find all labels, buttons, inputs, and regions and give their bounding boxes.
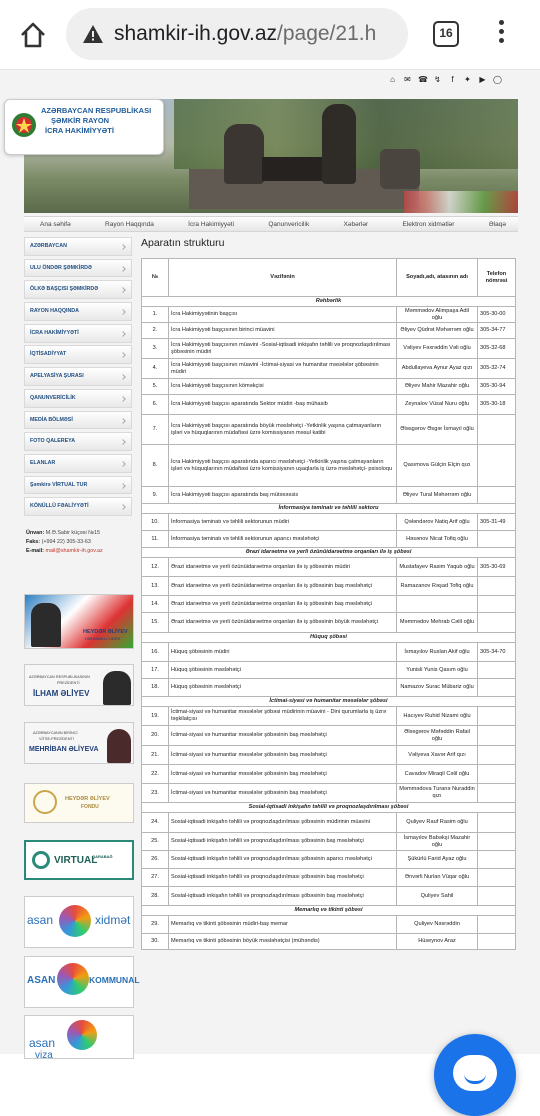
- cell-name: Məmmədov Alimpaşa Adil oğlu: [397, 307, 478, 323]
- cell-phone: 305-31-49: [478, 514, 516, 531]
- table-row: [142, 577, 516, 596]
- sidebar-item-legislation[interactable]: QANUNVERİCİLİK: [24, 389, 132, 408]
- cell-name: Namazov Surac Mübariz oğlu: [397, 679, 478, 697]
- section-title: Sosial-iqtisadi inkişafın təhlili və proqnozlaşdırılması şöbəsi: [142, 803, 516, 813]
- promo-6-xidmet: xidmət: [95, 913, 131, 927]
- section-title: Hüquq şöbəsi: [142, 633, 516, 643]
- cell-phone: [478, 916, 516, 934]
- section-row: [142, 504, 516, 514]
- cell-phone: 305-30-00: [478, 307, 516, 323]
- promo-2-line-1: AZƏRBAYCAN RESPUBLİKASININ: [29, 675, 90, 679]
- cell-number: 25.: [142, 833, 169, 851]
- email-link[interactable]: mail@shamkir-ih.gov.az: [45, 548, 103, 554]
- facebook-icon[interactable]: f: [451, 75, 454, 84]
- nav-executive[interactable]: İcra Hakimiyyəti: [188, 221, 235, 228]
- promo-heydar-aliyev[interactable]: [24, 594, 134, 649]
- address-label: Ünvan:: [26, 530, 45, 536]
- cell-position: İctimai-siyasi və humanitar məsələlər şöbəsinin baş məsləhətçi: [169, 726, 397, 746]
- youtube-icon[interactable]: ▶: [479, 75, 486, 84]
- logo-line-1: AZƏRBAYCAN RESPUBLİKASI: [41, 106, 152, 115]
- cell-number: 5.: [142, 379, 169, 395]
- cell-name: Mustafayev Rasim Yaqub oğlu: [397, 558, 478, 577]
- cell-name: Hacıyev Ruhid Nizami oğlu: [397, 707, 478, 726]
- cell-name: Ənvərli Nurlan Vüqar oğlu: [397, 869, 478, 887]
- cell-name: Abdullayeva Aynur Ayaz qızı: [397, 359, 478, 379]
- cell-phone: [478, 726, 516, 746]
- promo-2-line-2: PREZİDENTİ: [57, 681, 80, 685]
- cell-name: Məmmədova Turanə Nuraddin qızı: [397, 784, 478, 803]
- twitter-icon[interactable]: ✦: [464, 75, 471, 84]
- cell-name: Hüseynov Araz: [397, 934, 478, 950]
- url-text[interactable]: [114, 22, 376, 46]
- promo-2-name: İLHAM ƏLİYEV: [33, 689, 90, 698]
- cell-position: İcra Hakimiyyəti başçısı aparatında aparıcı məsləhətçi -Yetkinlik yaşına çatmayanların işləri və hüquqlarının müdafiəsi üzrə komissiyanın uşaqlarla iş üzrə məsləhətçi- psixoloqu: [169, 445, 397, 487]
- cell-number: 4.: [142, 359, 169, 379]
- cell-position: Memarlıq və tikinti şöbəsinin böyük məsləhətçisi (mühəndis): [169, 934, 397, 950]
- table-row: [142, 784, 516, 803]
- cell-number: 17.: [142, 662, 169, 679]
- section-row: [142, 906, 516, 916]
- url-path: /page/21.h: [277, 22, 377, 45]
- cell-number: 16.: [142, 643, 169, 662]
- table-row: [142, 679, 516, 697]
- table-row: [142, 379, 516, 395]
- emblem-icon: [11, 112, 37, 138]
- sidebar-item-appeal-council[interactable]: APELYASİYA ŞURASI: [24, 367, 132, 386]
- cell-position: Sosial-iqtisadi inkişafın təhlili və proqnozlaşdırılması şöbəsinin müdirinin müavini: [169, 813, 397, 833]
- cell-name: Ələsgərov Məfəddin Rafail oğlu: [397, 726, 478, 746]
- table-row: [142, 339, 516, 359]
- promo-5-subtitle: QARABAĞ: [92, 854, 113, 859]
- table-row: [142, 514, 516, 531]
- cell-name: Vəliyev Fəxrəddin Vəli oğlu: [397, 339, 478, 359]
- promo-3-name: MEHRİBAN ƏLİYEVA: [29, 746, 99, 753]
- table-row: [142, 869, 516, 887]
- logo-line-3: İCRA HAKİMİYYƏTİ: [45, 126, 114, 135]
- sidebar-item-executive[interactable]: İCRA HAKİMİYYƏTİ: [24, 324, 132, 343]
- cell-name: Ələsgərov Əsgər İsmayıl oğlu: [397, 415, 478, 445]
- cell-name: Qasımova Gülçin Elçin qızı: [397, 445, 478, 487]
- section-row: [142, 297, 516, 307]
- cell-phone: 305-30-18: [478, 395, 516, 415]
- section-row: [142, 633, 516, 643]
- table-row: [142, 531, 516, 548]
- map-pin-icon[interactable]: ↯: [434, 75, 441, 84]
- warning-icon[interactable]: [82, 23, 104, 45]
- table-row: [142, 613, 516, 633]
- table-row: [142, 765, 516, 784]
- phone-icon[interactable]: ☎: [418, 75, 428, 84]
- cell-name: Əliyev Mahir Mazahir oğlu: [397, 379, 478, 395]
- cell-phone: [478, 851, 516, 869]
- section-title: Rəhbərlik: [142, 297, 516, 307]
- sidebar-item-about-region[interactable]: RAYON HAQQINDA: [24, 302, 132, 321]
- cell-position: İcra Hakimiyyəti başçısının müavini -İctimai-siyasi və humanitar məsələlər şöbəsinin müdiri: [169, 359, 397, 379]
- cell-number: 2.: [142, 323, 169, 339]
- section-title: Ərazi idarəetmə və yerli özünüidarəetmə orqanları ilə iş şöbəsi: [142, 548, 516, 558]
- cell-phone: [478, 613, 516, 633]
- promo-virtual-karabakh[interactable]: [24, 840, 134, 880]
- fax-value: (+994 22) 305-33-63: [41, 539, 91, 545]
- promo-6-asan: asan: [27, 913, 54, 927]
- table-row: [142, 323, 516, 339]
- top-icon-bar: [388, 75, 502, 89]
- section-row: [142, 697, 516, 707]
- cell-position: Hüquq şöbəsinin məsləhətçi: [169, 662, 397, 679]
- cell-name: [397, 596, 478, 613]
- nav-contact[interactable]: Əlaqə: [488, 221, 506, 228]
- cell-phone: [478, 784, 516, 803]
- nav-legislation[interactable]: Qanunvericilik: [268, 221, 310, 228]
- col-header-position: Vəzifənin: [169, 259, 397, 297]
- sidebar-item-announcements[interactable]: ELANLAR: [24, 454, 132, 473]
- cell-number: 24.: [142, 813, 169, 833]
- url-host: shamkir-ih.gov.az: [114, 22, 277, 45]
- cell-number: 27.: [142, 869, 169, 887]
- home-small-icon[interactable]: ⌂: [390, 75, 395, 84]
- sidebar-item-virtual-tour[interactable]: Şəmkirə VİRTUAL TUR: [24, 476, 132, 495]
- cell-name: Məmmədov Mehrab Cəlil oğlu: [397, 613, 478, 633]
- cell-phone: [478, 487, 516, 504]
- promo-7-asan: ASAN: [27, 975, 56, 986]
- cell-phone: 305-32-68: [478, 339, 516, 359]
- promo-7-kommunal: KOMMUNAL: [89, 975, 140, 985]
- promo-8-asan: asan: [29, 1036, 56, 1050]
- promo-8-viza: viza: [35, 1050, 53, 1061]
- cell-number: 13.: [142, 577, 169, 596]
- cell-name: Ramazanov Rəşad Tofiq oğlu: [397, 577, 478, 596]
- promo-asan-viza[interactable]: [24, 1015, 134, 1059]
- table-row: [142, 596, 516, 613]
- cell-phone: [478, 531, 516, 548]
- cell-name: Vəliyeva Xavər Arif qızı: [397, 746, 478, 765]
- cell-name: Quliyev Nəsrəddin: [397, 916, 478, 934]
- staff-table: [141, 258, 516, 950]
- cell-position: İcra Hakimiyyəti başçısı aparatında böyük məsləhətçi -Yetkinlik yaşına çatmayanların işləri və hüquqlarının müdafiəsi üzrə komissiyanın məsul katibi: [169, 415, 397, 445]
- cell-phone: [478, 577, 516, 596]
- main-nav: [24, 216, 518, 232]
- table-row: [142, 916, 516, 934]
- table-row: [142, 662, 516, 679]
- fax-label: Faks:: [26, 539, 41, 545]
- cell-phone: [478, 445, 516, 487]
- site-logo[interactable]: [4, 99, 164, 155]
- cell-number: 3.: [142, 339, 169, 359]
- chat-bubble-icon: [453, 1055, 497, 1091]
- cell-number: 19.: [142, 707, 169, 726]
- col-header-number: №: [142, 259, 169, 297]
- cell-number: 15.: [142, 613, 169, 633]
- cell-phone: 305-34-70: [478, 643, 516, 662]
- cell-position: Sosial-iqtisadi inkişafın təhlili və proqnozlaşdırılması şöbəsinin baş məsləhətçi: [169, 833, 397, 851]
- section-row: [142, 548, 516, 558]
- cell-position: Sosial-iqtisadi inkişafın təhlili və proqnozlaşdırılması şöbəsinin aparıcı məsləhətçi: [169, 851, 397, 869]
- logo-line-2: ŞƏMKİR RAYON: [51, 116, 110, 125]
- mail-icon[interactable]: ✉: [404, 75, 411, 84]
- cell-name: Yunisli Yunis Qasım oğlu: [397, 662, 478, 679]
- cell-position: Ərazi idarəetmə və yerli özünüidarəetmə orqanları ilə iş şöbəsinin baş məsləhətçi: [169, 596, 397, 613]
- cell-number: 14.: [142, 596, 169, 613]
- table-row: [142, 445, 516, 487]
- promo-asan-kommunal[interactable]: [24, 956, 140, 1008]
- cell-position: İcra Hakimiyyəti başçısı aparatında Sektor müdiri -baş mühasib: [169, 395, 397, 415]
- page-title: Aparatın strukturu: [141, 237, 225, 249]
- promo-3-line-2: VİTSE-PREZİDENTİ: [39, 737, 74, 741]
- cell-number: 22.: [142, 765, 169, 784]
- sidebar-item-head-of-state[interactable]: ÖLKƏ BAŞÇISI ŞƏMKİRDƏ: [24, 280, 132, 299]
- table-row: [142, 887, 516, 906]
- promo-5-title: VIRTUAL: [54, 855, 98, 866]
- cell-phone: [478, 596, 516, 613]
- cell-position: İcra Hakimiyyəti başçısının müavini -Sosial-iqtisadi inkişafın təhlili və proqnozlaşdırılması şöbəsinin müdiri: [169, 339, 397, 359]
- email-label: E-mail:: [26, 548, 44, 554]
- cell-phone: [478, 833, 516, 851]
- cell-phone: [478, 707, 516, 726]
- cell-name: Quliyev Rauf Rasim oğlu: [397, 813, 478, 833]
- table-row: [142, 746, 516, 765]
- cell-position: Hüquq şöbəsinin müdiri: [169, 643, 397, 662]
- table-row: [142, 813, 516, 833]
- nav-news[interactable]: Xəbərlər: [343, 221, 369, 228]
- cell-position: İcra Hakimiyyəti başçısının köməkçisi: [169, 379, 397, 395]
- cell-phone: [478, 765, 516, 784]
- cell-position: Ərazi idarəetmə və yerli özünüidarəetmə orqanları ilə iş şöbəsinin müdiri: [169, 558, 397, 577]
- contact-info: [26, 529, 136, 556]
- cell-number: 10.: [142, 514, 169, 531]
- cell-position: Memarlıq və tikinti şöbəsinin müdiri-baş memar: [169, 916, 397, 934]
- cell-number: 7.: [142, 415, 169, 445]
- cell-name: Əliyev Qüdrət Məhərrəm oğlu: [397, 323, 478, 339]
- browser-menu-icon[interactable]: [496, 20, 506, 50]
- cell-phone: 305-32-74: [478, 359, 516, 379]
- cell-name: İsmayılov Babəkşi Mazahir oğlu: [397, 833, 478, 851]
- browser-toolbar: [0, 0, 540, 70]
- web-page: [0, 71, 540, 1061]
- promo-4-subtitle: FONDU: [81, 804, 99, 810]
- sidebar-item-media[interactable]: MEDİA BÖLMƏSİ: [24, 411, 132, 430]
- promo-3-line-1: AZƏRBAYCANIN BİRİNCİ: [33, 731, 78, 735]
- section-title: Memarlıq və tikinti şöbəsi: [142, 906, 516, 916]
- section-row: [142, 803, 516, 813]
- nav-e-services[interactable]: Elektron xidmətlər: [402, 221, 455, 228]
- cell-position: İnformasiya təminatı və təhlili sektorunun müdiri: [169, 514, 397, 531]
- table-row: [142, 643, 516, 662]
- promo-4-title: HEYDƏR ƏLİYEV: [65, 796, 110, 802]
- table-row: [142, 359, 516, 379]
- cell-position: Hüquq şöbəsinin məsləhətçi: [169, 679, 397, 697]
- cell-name: Həsənov Nicat Tofiq oğlu: [397, 531, 478, 548]
- nav-about-region[interactable]: Rayon Haqqında: [105, 221, 154, 228]
- chat-widget-button[interactable]: [434, 1034, 516, 1116]
- sidebar-item-volunteer[interactable]: KÖNÜLLÜ FƏALİYYƏTİ: [24, 497, 132, 516]
- sidebar-item-azerbaijan[interactable]: AZƏRBAYCAN: [24, 237, 132, 256]
- table-row: [142, 851, 516, 869]
- cell-position: İnformasiya təminatı və təhlili sektorunun aparıcı məsləhətçi: [169, 531, 397, 548]
- sidebar-menu: [24, 237, 132, 519]
- cell-phone: [478, 746, 516, 765]
- table-row: [142, 558, 516, 577]
- cell-phone: [478, 934, 516, 950]
- promo-asan-xidmet[interactable]: [24, 896, 134, 948]
- cell-number: 23.: [142, 784, 169, 803]
- cell-name: Zeynalov Vüsal Nuru oğlu: [397, 395, 478, 415]
- col-header-name: Soyadı,adı, atasının adı: [397, 259, 478, 297]
- table-header-row: [142, 259, 516, 297]
- table-row: [142, 487, 516, 504]
- cell-position: İctimai-siyasi və humanitar məsələlər şöbəsi müdirinin müavini - Dini qurumlarla iş üzrə təşkilatçısı: [169, 707, 397, 726]
- cell-phone: [478, 887, 516, 906]
- cell-number: 8.: [142, 445, 169, 487]
- address-value: M.Ə.Sabir küçəsi №15: [45, 530, 100, 536]
- cell-position: İctimai-siyasi və humanitar məsələlər şöbəsinin baş məsləhətçi: [169, 765, 397, 784]
- promo-mehriban-aliyeva[interactable]: [24, 722, 134, 764]
- nav-home[interactable]: Ana səhifə: [40, 221, 71, 228]
- cell-number: 26.: [142, 851, 169, 869]
- cell-position: İcra Hakimiyyəti başçısı aparatında baş mütəxəssis: [169, 487, 397, 504]
- table-row: [142, 707, 516, 726]
- cell-number: 30.: [142, 934, 169, 950]
- cell-number: 11.: [142, 531, 169, 548]
- cell-phone: [478, 813, 516, 833]
- cell-name: Şükürlü Farid Ayaz oğlu: [397, 851, 478, 869]
- cell-name: Quliyev Sahil: [397, 887, 478, 906]
- cell-name: Cavadov Miraqil Cəlil oğlu: [397, 765, 478, 784]
- cell-number: 9.: [142, 487, 169, 504]
- section-title: İnformasiya təminatı və təhlili sektoru: [142, 504, 516, 514]
- cell-position: Sosial-iqtisadi inkişafın təhlili və proqnozlaşdırılması şöbəsinin baş məsləhətçi: [169, 887, 397, 906]
- table-row: [142, 307, 516, 323]
- cell-number: 1.: [142, 307, 169, 323]
- cell-position: Ərazi idarəetmə və yerli özünüidarəetmə orqanları ilə iş şöbəsinin baş məsləhətçi: [169, 577, 397, 596]
- cell-position: İcra Hakimiyyəti başçısının birinci müavini: [169, 323, 397, 339]
- cell-phone: [478, 679, 516, 697]
- cell-position: İcra Hakimiyyətinin başçısı: [169, 307, 397, 323]
- cell-number: 12.: [142, 558, 169, 577]
- cell-number: 21.: [142, 746, 169, 765]
- cell-phone: 305-30-69: [478, 558, 516, 577]
- section-title: İctimai-siyasi və humanitar məsələlər şöbəsi: [142, 697, 516, 707]
- promo-ilham-aliyev[interactable]: [24, 664, 134, 706]
- cell-position: Sosial-iqtisadi inkişafın təhlili və proqnozlaşdırılması şöbəsinin baş məsləhətçi: [169, 869, 397, 887]
- tab-switcher-button[interactable]: 16: [433, 21, 459, 47]
- cell-position: İctimai-siyasi və humanitar məsələlər şöbəsinin baş məsləhətçi: [169, 746, 397, 765]
- cell-phone: [478, 415, 516, 445]
- table-body: [142, 297, 516, 950]
- cell-number: 29.: [142, 916, 169, 934]
- instagram-icon[interactable]: ◯: [493, 75, 502, 84]
- promo-1-subtitle: ÜMUMMİLLİ LİDER: [85, 636, 121, 641]
- cell-number: 18.: [142, 679, 169, 697]
- sidebar-item-photo-gallery[interactable]: FOTO QALEREYA: [24, 432, 132, 451]
- sidebar-item-economy[interactable]: İQTİSADİYYAT: [24, 345, 132, 364]
- cell-position: İctimai-siyasi və humanitar məsələlər şöbəsinin baş məsləhətçi: [169, 784, 397, 803]
- cell-phone: [478, 662, 516, 679]
- cell-name: Qələndərov Natiq Arif oğlu: [397, 514, 478, 531]
- promo-heydar-aliyev-foundation[interactable]: [24, 783, 134, 823]
- table-row: [142, 415, 516, 445]
- cell-number: 28.: [142, 887, 169, 906]
- cell-position: Ərazi idarəetmə və yerli özünüidarəetmə orqanları ilə iş şöbəsinin böyük məsləhətçi: [169, 613, 397, 633]
- table-row: [142, 395, 516, 415]
- cell-number: 6.: [142, 395, 169, 415]
- col-header-phone: Telefon nömrəsi: [478, 259, 516, 297]
- cell-name: İsmayılov Ruslan Akif oğlu: [397, 643, 478, 662]
- cell-phone: 305-30-94: [478, 379, 516, 395]
- home-icon[interactable]: [18, 20, 48, 50]
- sidebar-item-national-leader[interactable]: ULU ÖNDƏR ŞƏMKİRDƏ: [24, 259, 132, 278]
- promo-1-title: HEYDƏR ƏLİYEV: [83, 629, 128, 635]
- table-row: [142, 934, 516, 950]
- cell-phone: 305-34-77: [478, 323, 516, 339]
- cell-number: 20.: [142, 726, 169, 746]
- table-row: [142, 833, 516, 851]
- cell-phone: [478, 869, 516, 887]
- cell-name: Əliyev Tural Məhərrəm oğlu: [397, 487, 478, 504]
- address-bar[interactable]: [66, 8, 408, 60]
- table-row: [142, 726, 516, 746]
